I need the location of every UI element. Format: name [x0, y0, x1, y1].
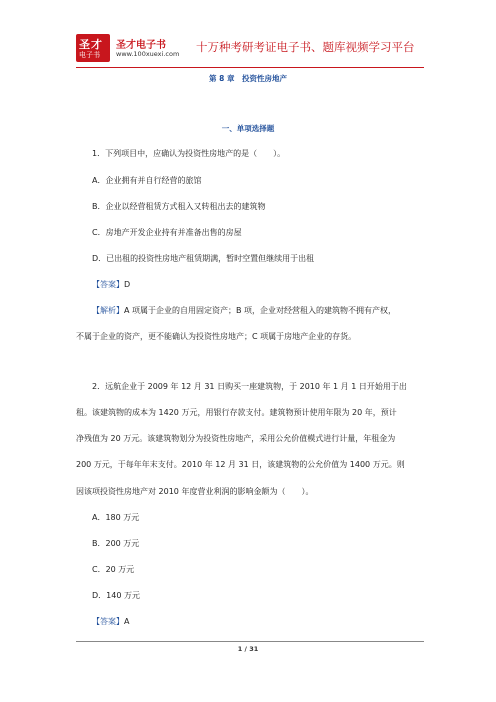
q1-analysis-line2: 不属于企业的资产，更不能确认为投资性房地产；C 项属于房地产企业的存货。 [76, 332, 357, 341]
q1-analysis-text1: A 项属于企业的自用固定资产；B 项，企业对经营租入的建筑物不拥有产权， [124, 306, 397, 315]
q2-option-d: D．140 万元 [92, 591, 140, 600]
section-title: 一、单项选择题 [221, 124, 275, 133]
page-number: 1 / 31 [237, 645, 259, 653]
q1-option-a: A．企业拥有并自行经营的旅馆 [92, 176, 202, 185]
q2-stem-line1: 2．远航企业于 2009 年 12 月 31 日购买一座建筑物，于 2010 年 1 月 1 日开始用于出 [92, 382, 407, 391]
q2-stem-line2: 租。该建筑物的成本为 1420 万元，用银行存款支付。建筑物预计使用年限为 20 年，预计 [76, 408, 397, 417]
q1-analysis-line1 [92, 305, 396, 316]
q2-answer [92, 616, 129, 627]
footer-divider [76, 641, 424, 642]
q1-answer-label: 【答案】 [92, 280, 124, 289]
q2-option-b: B．200 万元 [92, 539, 140, 548]
q1-answer [92, 279, 130, 290]
q2-answer-label: 【答案】 [92, 617, 124, 626]
q1-answer-value: D [124, 280, 131, 289]
chapter-title: 第 8 章 投资性房地产 [209, 74, 287, 83]
brand-url[interactable]: www.100xuexi.com [116, 50, 180, 58]
q2-stem-line3: 净残值为 20 万元。该建筑物划分为投资性房地产，采用公允价值模式进行计量，年租金为 [76, 434, 396, 443]
brand-name: 圣才电子书 [116, 40, 166, 51]
q1-stem: 1．下列项目中，应确认为投资性房地产的是（ ）。 [92, 149, 286, 158]
header-slogan: 十万种考研考证电子书、题库视频学习平台 [196, 40, 415, 54]
q1-option-d: D．已出租的投资性房地产租赁期满，暂时空置但继续用于出租 [92, 254, 315, 263]
q2-option-a: A．180 万元 [92, 513, 140, 522]
q1-analysis-label: 【解析】 [92, 306, 124, 315]
q2-stem-line4: 200 万元，于每年年末支付。2010 年 12 月 31 日，该建筑物的公允价值为 1400 万元。则 [76, 460, 405, 469]
q2-stem-line5: 因该项投资性房地产对 2010 年度营业利润的影响金额为（ ）。 [76, 487, 314, 496]
logo-line2: 电子书 [79, 51, 100, 59]
header-divider [76, 67, 424, 68]
logo-line1: 圣才 [79, 38, 103, 51]
q1-option-c: C．房地产开发企业持有并准备出售的房屋 [92, 228, 242, 237]
brand-logo [76, 34, 110, 62]
q2-option-c: C．20 万元 [92, 565, 135, 574]
q2-answer-value: A [124, 617, 130, 626]
q1-option-b: B．企业以经营租赁方式租入又转租出去的建筑物 [92, 202, 266, 211]
page-header [76, 34, 424, 64]
